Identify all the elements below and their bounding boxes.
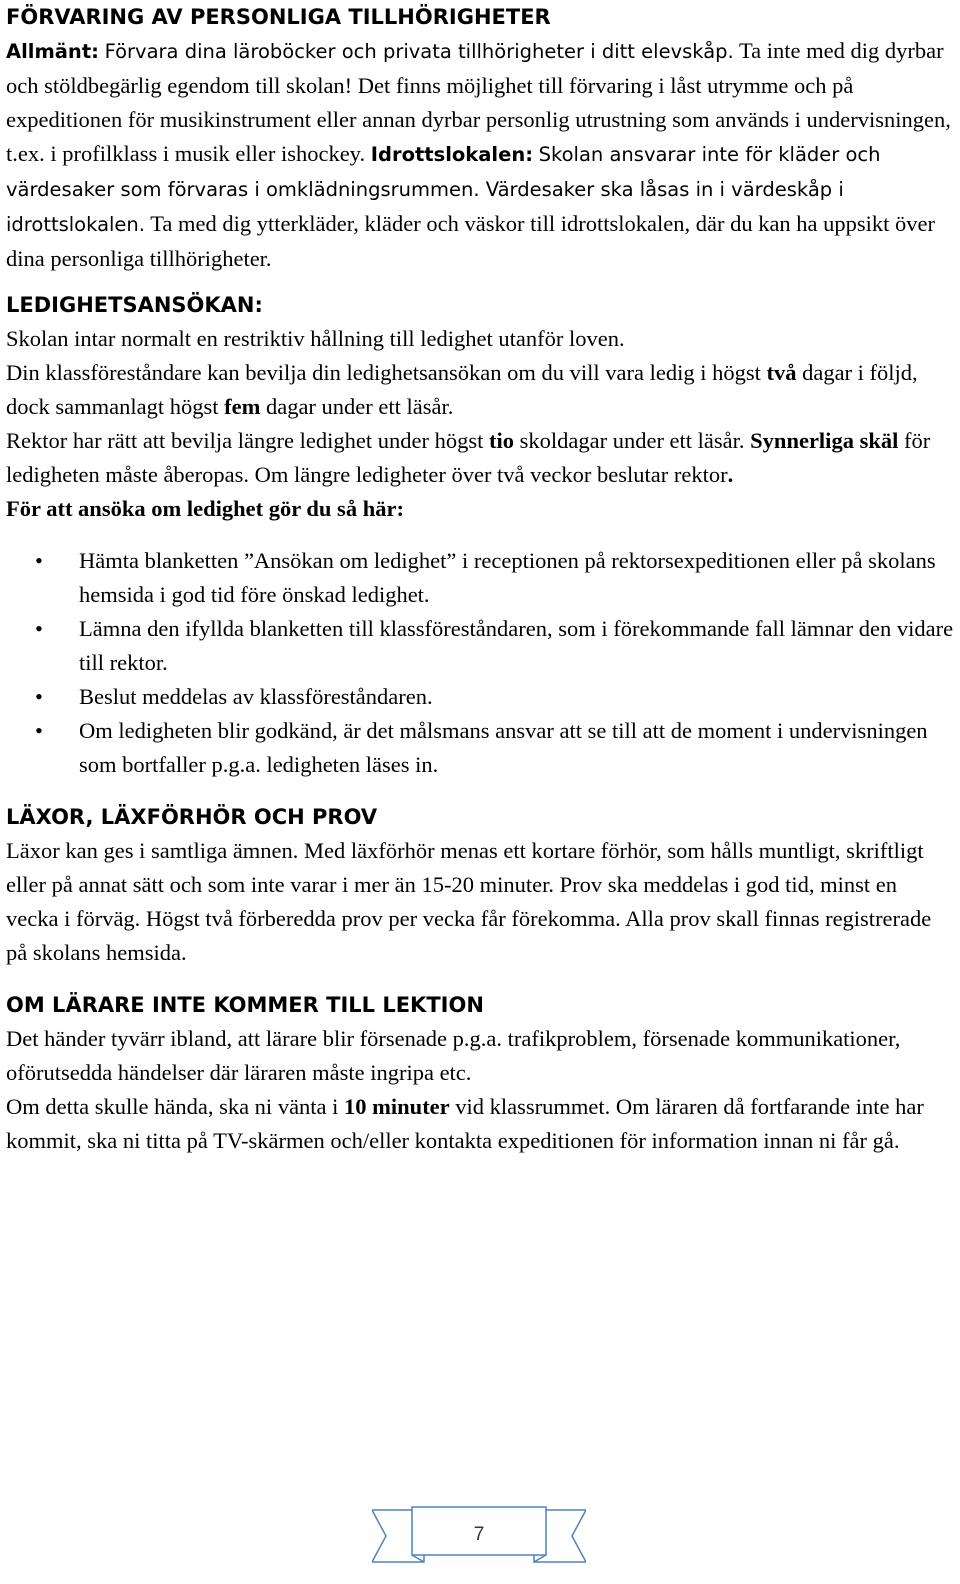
- text-run: skoldagar under ett läsår.: [519, 428, 745, 453]
- howto-heading: [6, 492, 954, 526]
- section-heading: LEDIGHETSANSÖKAN:: [6, 293, 263, 317]
- instructions-list: [6, 544, 954, 782]
- idrott-text: Ta med dig ytterkläder, kläder och väskor till idrottslokalen, där du kan ha uppsikt över dina personliga tillhörigheter.: [6, 211, 936, 271]
- allmant-label: Allmänt:: [6, 40, 99, 63]
- text-run: Rektor har rätt att bevilja längre ledighet under högst: [6, 428, 484, 453]
- emphasis-two: två: [766, 360, 797, 385]
- text-run: .: [727, 462, 734, 487]
- list-item: [6, 544, 954, 612]
- text-run: vid klassrummet. Om läraren då fortfarande inte har kommit, ska ni titta på TV-skärmen och/eller kontakta expeditionen för information innan ni får gå.: [6, 1094, 924, 1153]
- list-item: [6, 680, 954, 714]
- list-item-text: Lämna den ifyllda blanketten till klassföreståndaren, som i förekommande fall lämnar den vidare till rektor.: [79, 616, 954, 675]
- text-run: dagar i följd, dock sammanlagt högst: [6, 360, 918, 419]
- emphasis-ten: tio: [488, 428, 514, 453]
- list-item: [6, 612, 954, 680]
- text-run: dagar under ett läsår.: [265, 394, 454, 419]
- bullet-icon: •: [35, 718, 43, 743]
- document-page: [6, 0, 954, 1158]
- forvaring-paragraph: [6, 34, 954, 276]
- larare-paragraph2: [6, 1090, 954, 1158]
- bullet-icon: •: [35, 684, 43, 709]
- idrott-label: Idrottslokalen:: [370, 143, 534, 166]
- idrott-intro: Skolan ansvarar inte för kläder och värdesaker som förvaras i omklädningsrummen. Värdesaker ska låsas in i värdeskåp i idrottslokalen.: [6, 143, 881, 236]
- text-run: Om detta skulle hända, ska ni vänta i: [6, 1094, 339, 1119]
- larare-paragraph1: Det händer tyvärr ibland, att lärare blir försenade p.g.a. trafikproblem, försenade kommunikationer, oförutsedda händelser där läraren måste ingripa etc.: [6, 1026, 901, 1085]
- page-number: 7: [473, 1524, 485, 1545]
- bullet-icon: •: [35, 616, 43, 641]
- ledighet-line1: Skolan intar normalt en restriktiv hållning till ledighet utanför loven.: [6, 326, 625, 351]
- section-heading: OM LÄRARE INTE KOMMER TILL LEKTION: [6, 993, 484, 1017]
- laxor-paragraph: Läxor kan ges i samtliga ämnen. Med läxförhör menas ett kortare förhör, som hålls muntligt, skriftligt eller på annat sätt och som inte varar i mer än 15-20 minuter. Prov ska meddelas i god tid, minst en vecka i förväg. Högst två förberedda prov per vecka får förekomma. Alla prov skall finnas registrerade på skolans hemsida.: [6, 838, 932, 965]
- list-item-text: Hämta blanketten ”Ansökan om ledighet” i receptionen på rektorsexpeditionen eller på skolans hemsida i god tid före önskad ledighet.: [79, 548, 936, 607]
- list-item-text: Om ledigheten blir godkänd, är det målsmans ansvar att se till att de moment i undervisningen som bortfaller p.g.a. ledigheten läses in.: [79, 718, 928, 777]
- section-larare: [6, 988, 954, 1158]
- allmant-intro: Förvara dina läroböcker och privata tillhörigheter i ditt elevskåp.: [104, 40, 734, 63]
- howto-text: För att ansöka om ledighet gör du så här:: [6, 496, 404, 521]
- emphasis-five: fem: [224, 394, 261, 419]
- list-item: [6, 714, 954, 782]
- section-forvaring: [6, 0, 954, 276]
- bullet-icon: •: [35, 548, 43, 573]
- ledighet-paragraph3: [6, 424, 954, 492]
- allmant-text: Ta inte med dig dyrbar och stöldbegärlig egendom till skolan! Det finns möjlighet till förvaring i låst utrymme och på expeditionen för musikinstrument eller annan dyrbar personlig utrustning som används i undervisningen, t.ex. i profilklass i musik eller ishockey.: [6, 38, 951, 166]
- page-number-ribbon: [372, 1506, 586, 1568]
- section-laxor: [6, 800, 954, 970]
- text-run: Din klassföreståndare kan bevilja din ledighetsansökan om du vill vara ledig i högst: [6, 360, 761, 385]
- section-heading: FÖRVARING AV PERSONLIGA TILLHÖRIGHETER: [6, 5, 551, 29]
- section-ledighet: [6, 288, 954, 782]
- list-item-text: Beslut meddelas av klassföreståndaren.: [79, 684, 433, 709]
- emphasis-ten-minutes: 10 minuter: [344, 1094, 450, 1119]
- ledighet-paragraph2: [6, 356, 954, 424]
- section-heading: LÄXOR, LÄXFÖRHÖR OCH PROV: [6, 805, 378, 829]
- emphasis-special-reasons: Synnerliga skäl: [750, 428, 899, 453]
- text-run: för ledigheten måste åberopas. Om längre ledigheter över två veckor beslutar rektor: [6, 428, 931, 487]
